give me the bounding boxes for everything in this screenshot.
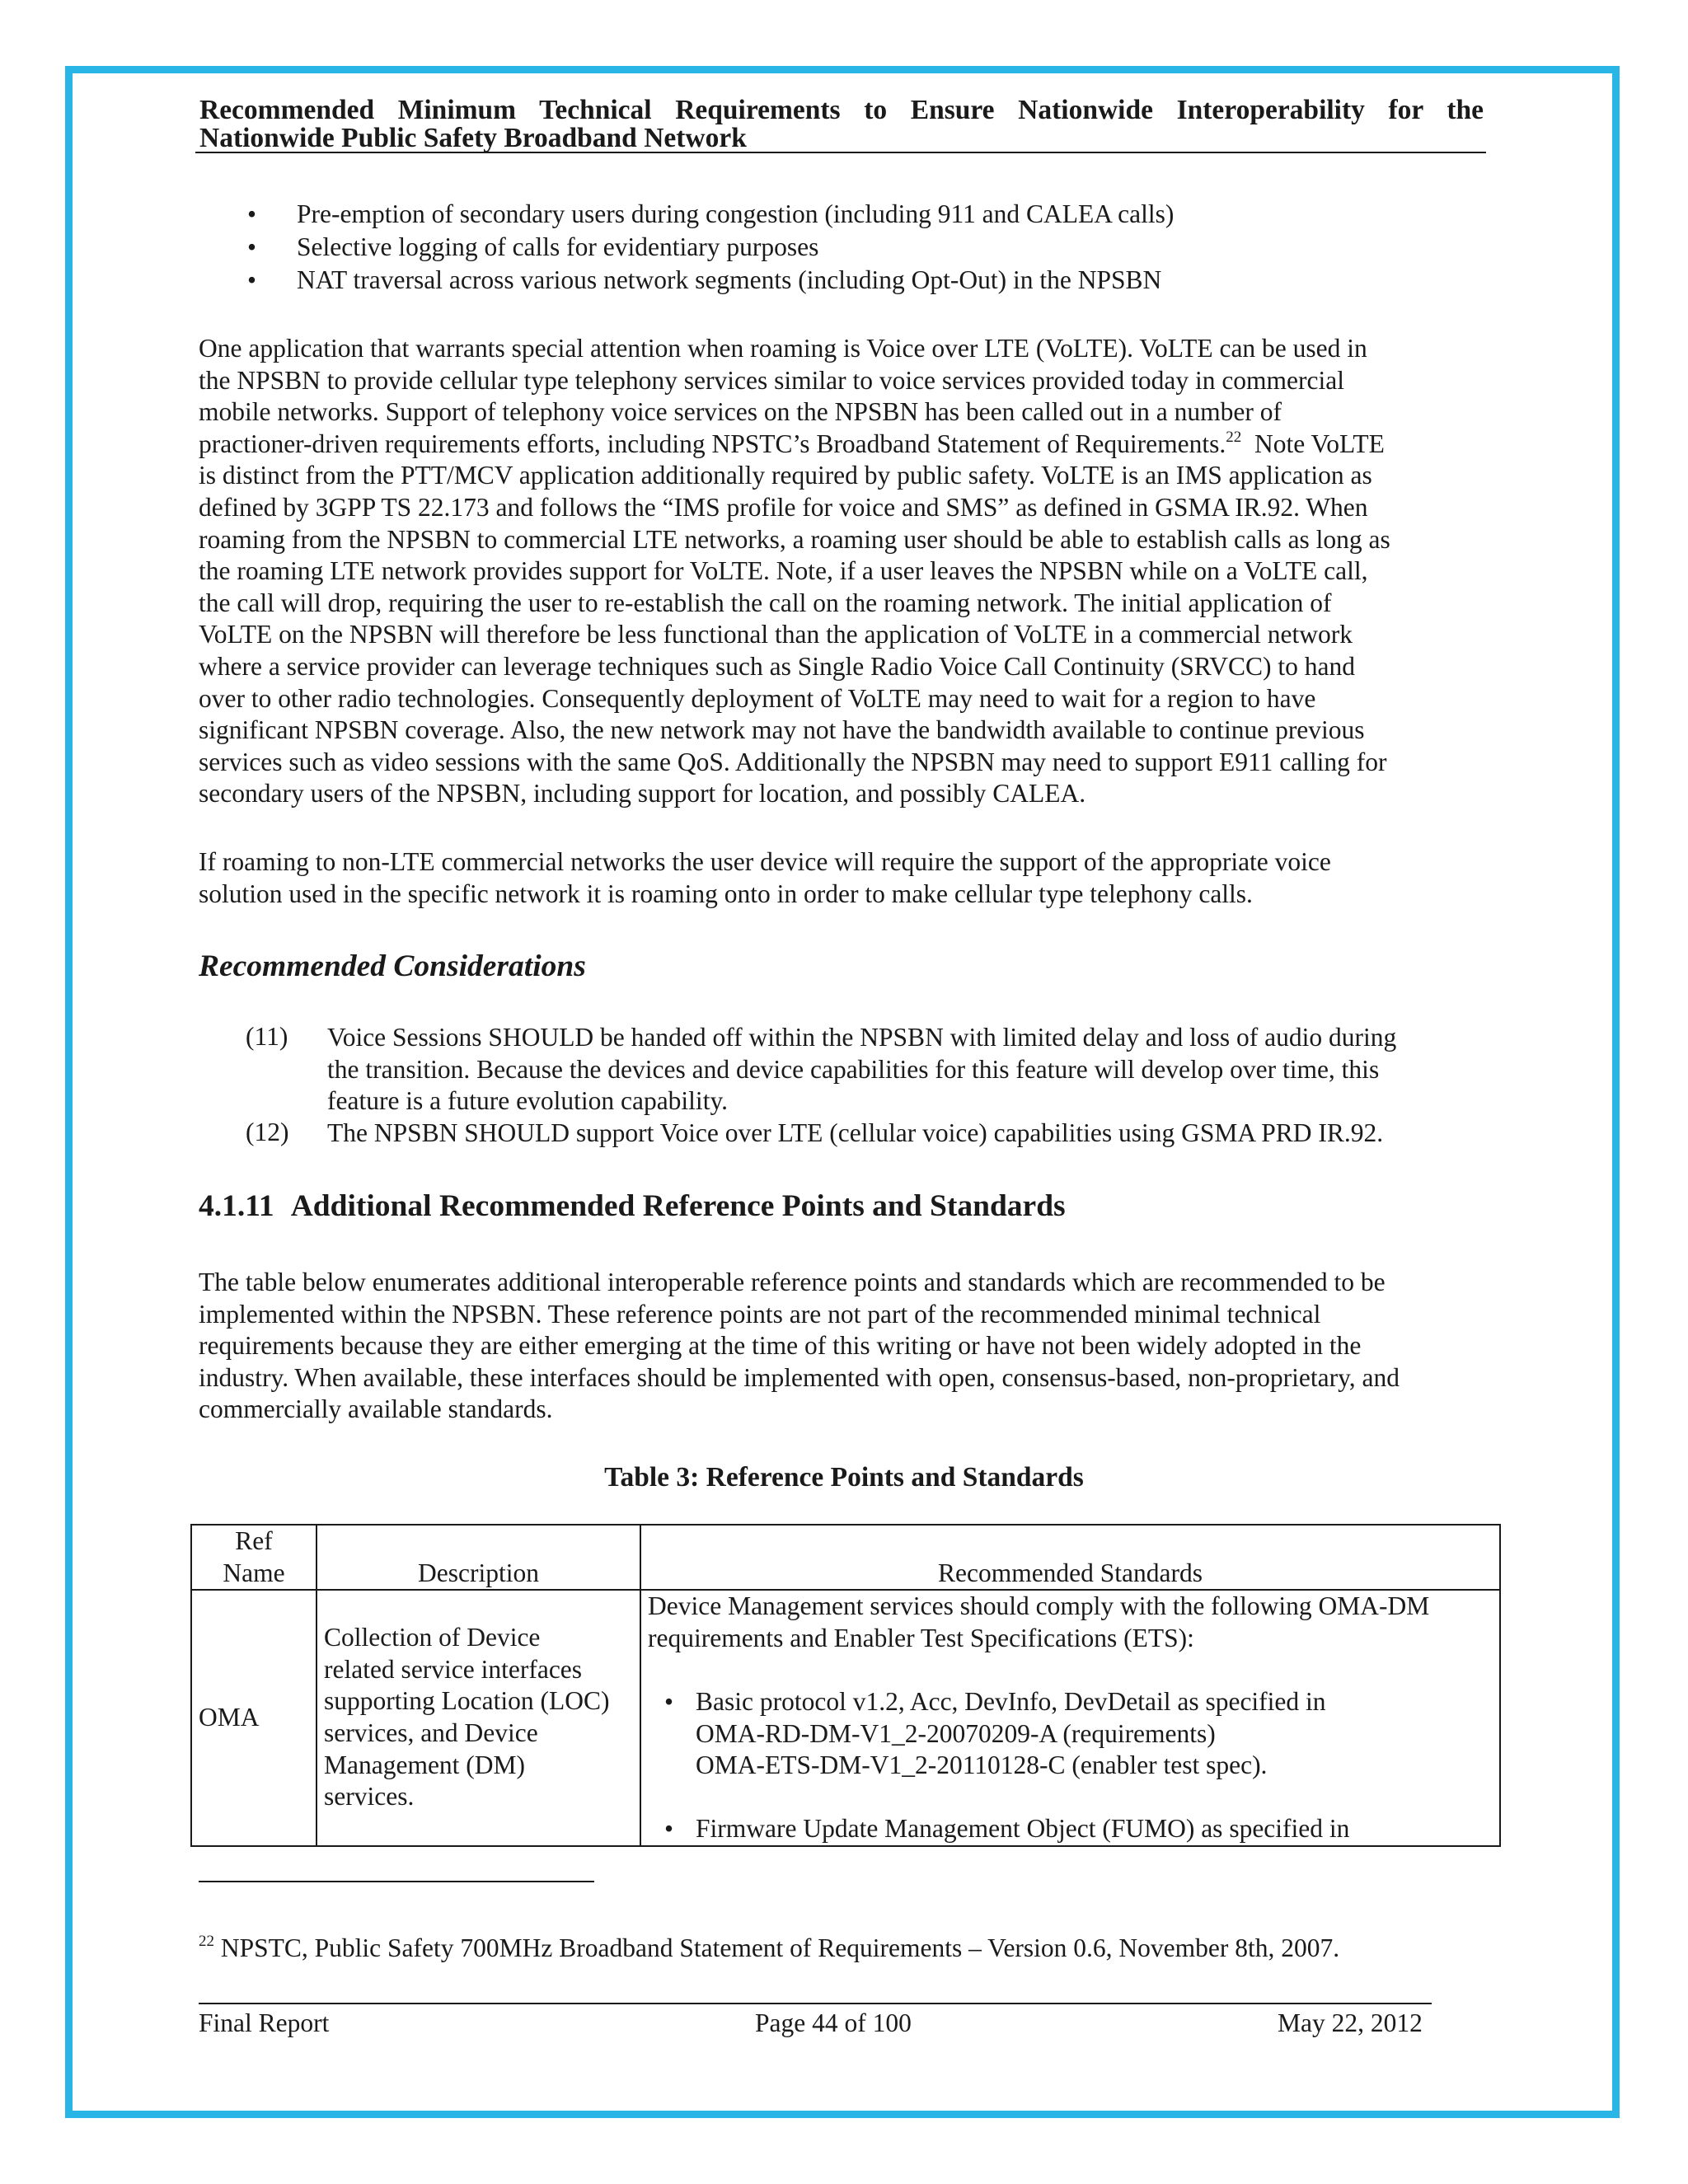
column-header-standards: Recommended Standards bbox=[640, 1525, 1500, 1590]
list-item: (12) The NPSBN SHOULD support Voice over LTE (cellular voice) capabilities using GSMA PRD IR.92. bbox=[246, 1117, 1384, 1147]
bullet-icon: • bbox=[247, 199, 257, 228]
footer-date: May 22, 2012 bbox=[1278, 2008, 1423, 2037]
cell-ref-name: OMA bbox=[191, 1590, 316, 1846]
footnote-number: 22 bbox=[199, 1933, 214, 1950]
footnote bbox=[199, 1933, 1339, 1963]
bullet-icon: • bbox=[664, 1686, 674, 1716]
running-header bbox=[199, 96, 1484, 152]
list-item: • NAT traversal across various network segments (including Opt-Out) in the NPSBN bbox=[198, 264, 1174, 297]
cell-description: Collection of Device related service interfaces supporting Location (LOC) services, and Device Management (DM) services. bbox=[316, 1590, 640, 1846]
volte-paragraph: One application that warrants special attention when roaming is Voice over LTE (VoLTE). VoLTE can be used in the NPSBN to provide cellular type telephony services similar to voice services provided today in commercial mobile networks. Support of telephony voice services on the NPSBN has been called out in a number of practioner-driven requirements efforts, including NPSTC’s Broadband Statement of Requirements.$^{22}$ Note VoLTE is distinct from the PTT/MCV application additionally required by public safety. VoLTE is an IMS application as defined by 3GPP TS 22.173 and follows the “IMS profile for voice and SMS” as defined in GSMA IR.92. When roaming from the NPSBN to commercial LTE networks, a roaming user should be able to establish calls as long as the roaming LTE network provides support for VoLTE. Note, if a user leaves the NPSBN while on a VoLTE call, the call will drop, requiring the user to re-establish the call on the roaming network. The initial application of VoLTE on the NPSBN will therefore be less functional than the application of VoLTE in a commercial network where a service provider can leverage techniques such as Single Radio Voice Call Continuity (SRVCC) to hand over to other radio technologies. Consequently deployment of VoLTE may need to wait for a region to have significant NPSBN coverage. Also, the new network may not have the bandwidth available to continue previous services such as video sessions with the same QoS. Additionally the NPSBN may need to support E911 calling for secondary users of the NPSBN, including support for location, and possibly CALEA. bbox=[199, 334, 1390, 808]
bullet-icon: • bbox=[664, 1814, 674, 1844]
section-number: 4.1.11 bbox=[199, 1189, 274, 1223]
list-item: • Firmware Update Management Object (FUMO) as specified in bbox=[648, 1813, 1493, 1845]
section-heading bbox=[199, 1188, 1066, 1224]
footer-rule bbox=[199, 2003, 1432, 2004]
list-item: • Selective logging of calls for evidentiary purposes bbox=[198, 231, 1174, 264]
footnote-text: NPSTC, Public Safety 700MHz Broadband Statement of Requirements – Version 0.6, November 8th, 2007. bbox=[214, 1933, 1340, 1962]
table-caption: Table 3: Reference Points and Standards bbox=[604, 1462, 1084, 1493]
list-item: • Pre-emption of secondary users during congestion (including 911 and CALEA calls) bbox=[198, 198, 1174, 231]
footer-page-number: Page 44 of 100 bbox=[755, 2008, 912, 2037]
header-title-line2: Nationwide Public Safety Broadband Network bbox=[199, 123, 747, 153]
column-header-ref-name: Ref Name bbox=[191, 1525, 316, 1590]
recommendations-list bbox=[199, 1022, 1396, 1149]
footnote-reference: 22 bbox=[1226, 428, 1242, 446]
footer-left: Final Report bbox=[199, 2008, 330, 2037]
table-header-row bbox=[191, 1525, 1500, 1590]
reference-table bbox=[190, 1524, 1501, 1847]
table-row bbox=[191, 1590, 1500, 1846]
standards-list bbox=[648, 1686, 1493, 1845]
column-header-description: Description bbox=[316, 1525, 640, 1590]
table-intro-paragraph: The table below enumerates additional interoperable reference points and standards which are recommended to be implemented within the NPSBN. These reference points are not part of the recommended minimal technical requirements because they are either emerging at the time of this writing or have not been widely adopted in the industry. When available, these interfaces should be implemented with open, consensus-based, non-proprietary, and commercially available standards. bbox=[199, 1268, 1400, 1424]
bullet-icon: • bbox=[247, 265, 257, 294]
section-title: Additional Recommended Reference Points and Standards bbox=[290, 1189, 1066, 1223]
cell-standards: Device Management services should comply with the following OMA-DM requirements and Enabler Test Specifications (ETS): • Basic protocol v1.2, Acc, DevInfo, DevDetail as specified in OMA-RD-DM-V1_2-20070209-A (requirements) OMA-ETS-DM-V1_2-20110128-C (enabler test spec). • Firmware Update Management Object (FUMO) as specified in bbox=[640, 1590, 1500, 1846]
recommendation-number: (12) bbox=[246, 1117, 289, 1146]
header-title-line1: Recommended Minimum Technical Requirements to Ensure Nationwide Interoperability for the bbox=[199, 95, 1484, 125]
bullet-list bbox=[198, 198, 1174, 297]
list-item: (11) Voice Sessions SHOULD be handed off within the NPSBN with limited delay and loss of audio during the transition. Because the devices and device capabilities for this feature will develop over time, this feature is a future evolution capability. bbox=[246, 1022, 1397, 1116]
header-rule bbox=[195, 152, 1486, 153]
non-lte-paragraph: If roaming to non-LTE commercial networks the user device will require the support of the appropriate voice solution used in the specific network it is roaming onto in order to make cellular type telephony calls. bbox=[199, 847, 1331, 908]
footnote-rule bbox=[199, 1881, 594, 1882]
recommended-considerations-heading: Recommended Considerations bbox=[199, 949, 586, 983]
recommendation-number: (11) bbox=[246, 1022, 288, 1051]
bullet-icon: • bbox=[247, 232, 257, 261]
list-item: • Basic protocol v1.2, Acc, DevInfo, DevDetail as specified in OMA-RD-DM-V1_2-20070209-A (requirements) OMA-ETS-DM-V1_2-20110128-C (enabler test spec). bbox=[664, 1686, 1326, 1780]
